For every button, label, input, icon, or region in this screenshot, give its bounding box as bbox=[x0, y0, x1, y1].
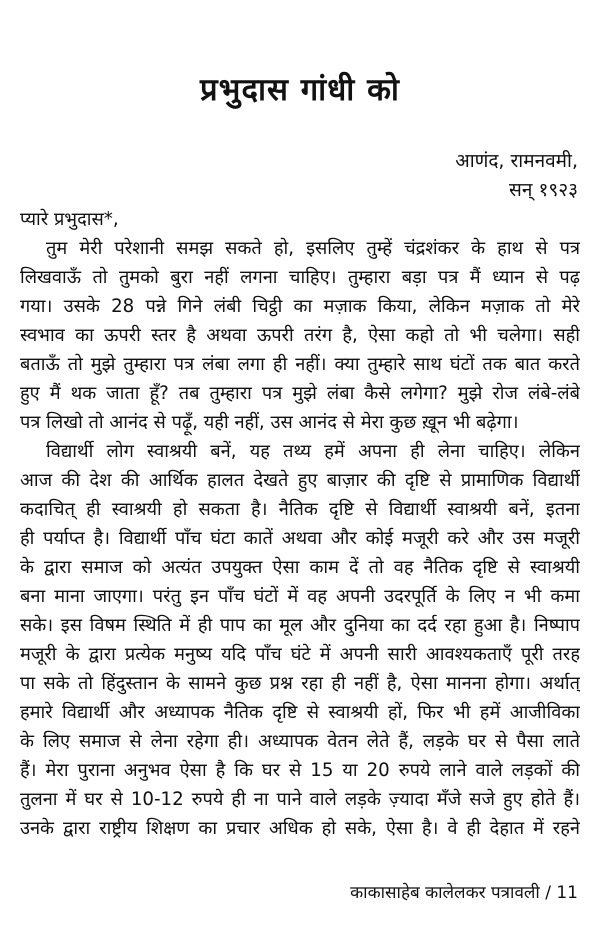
text-line: हैं। मेरा पुराना अनुभव ऐसा है कि घर से 15 या 20 रुपये लाने वाले लड़कों की bbox=[20, 760, 580, 781]
text-line: तुलना में घर से 10-12 रुपये ही ना पाने वाले लड़के ज़्यादा मँजे सजे हुए होते हैं। bbox=[20, 789, 580, 810]
text-line: हुए मैं थक जाता हूँ? तब तुम्हारा पत्र मुझे लंबा कैसे लगेगा? मुझे रोज लंबे-लंबे bbox=[20, 383, 580, 404]
text-line: के लिए समाज से लेना रहेगा ही। अध्यापक वेतन लेते हैं, लड़के घर से पैसा लाते bbox=[20, 731, 580, 752]
text-line: लिखवाऊँ तो तुमको बुरा नहीं लगना चाहिए। तुम्हारा बड़ा पत्र मैं ध्यान से पढ़ bbox=[20, 267, 580, 288]
salutation: प्यारे प्रभुदास*, bbox=[20, 209, 119, 230]
text-line: तुम मेरी परेशानी समझ सकते हो, इसलिए तुम्हें चंद्रशंकर के हाथ से पत्र bbox=[46, 238, 580, 259]
text-line: मजूरी के द्वारा प्रत्येक मनुष्य यदि पाँच घंटे में अपनी सारी आवश्यकताएँ पूरी तरह bbox=[20, 644, 580, 665]
letter-body bbox=[20, 205, 580, 843]
text-line: उनके द्वारा राष्ट्रीय शिक्षण का प्रचार अधिक हो सके, ऐसा है। वे ही देहात में रहने bbox=[20, 818, 580, 839]
text-line: स्वभाव का ऊपरी स्तर है अथवा ऊपरी तरंग है, ऐसा कहो तो भी चलेगा। सही bbox=[20, 325, 580, 346]
text-line: सके। इस विषम स्थिति में ही पाप का मूल और दुनिया का दर्द रहा हुआ है। निष्पाप bbox=[20, 615, 580, 636]
text-line: बना माना जाएगा। परंतु इन पाँच घंटों में वह अपनी उदरपूर्ति के लिए न भी कमा bbox=[20, 586, 580, 607]
text-line: के द्वारा समाज को अत्यंत उपयुक्त ऐसा काम दें तो वह नैतिक दृष्टि से स्वाश्रयी bbox=[20, 557, 580, 578]
text-line: विद्यार्थी लोग स्वाश्रयी बनें, यह तथ्य हमें अपना ही लेना चाहिए। लेकिन bbox=[46, 441, 580, 462]
text-line: आज की देश की आर्थिक हालत देखते हुए बाज़ार की दृष्टि से प्रामाणिक विद्यार्थी bbox=[20, 470, 580, 491]
letter-place: आणंद, रामनवमी, bbox=[455, 150, 578, 172]
text-line: हमारे विद्यार्थी और अध्यापक नैतिक दृष्टि से स्वाश्रयी हों, फिर भी हमें आजीविका bbox=[20, 702, 580, 723]
text-line: कदाचित् ही स्वाश्रयी हो सकता है। नैतिक दृष्टि से विद्यार्थी स्वाश्रयी बनें, इतना bbox=[20, 499, 580, 520]
text-line: बताऊँ तो मुझे तुम्हारा पत्र लंबा लगा ही नहीं। क्या तुम्हारे साथ घंटों तक बात करते bbox=[20, 354, 580, 375]
text-line: पा सके तो हिंदुस्तान के सामने कुछ प्रश्न रहा ही नहीं है, ऐसा मानना होगा। अर्थात् bbox=[20, 673, 580, 694]
page-footer: काकासाहेब कालेलकर पत्रावली / 11 bbox=[350, 883, 578, 903]
letter-date: सन् १९२३ bbox=[509, 179, 578, 201]
text-line: पत्र लिखो तो आनंद से पढ़ूँ, यही नहीं, उस आनंद से मेरा कुछ ख़ून भी बढ़ेगा। bbox=[20, 412, 519, 433]
page-title: प्रभुदास गांधी को bbox=[200, 72, 400, 108]
text-line: ही पर्याप्त है। विद्यार्थी पाँच घंटा कातें अथवा और कोई मजूरी करे और उस मजूरी bbox=[20, 528, 580, 549]
text-line: गया। उसके 28 पन्ने गिने लंबी चिट्ठी का मज़ाक किया, लेकिन मज़ाक तो मेरे bbox=[20, 296, 580, 317]
